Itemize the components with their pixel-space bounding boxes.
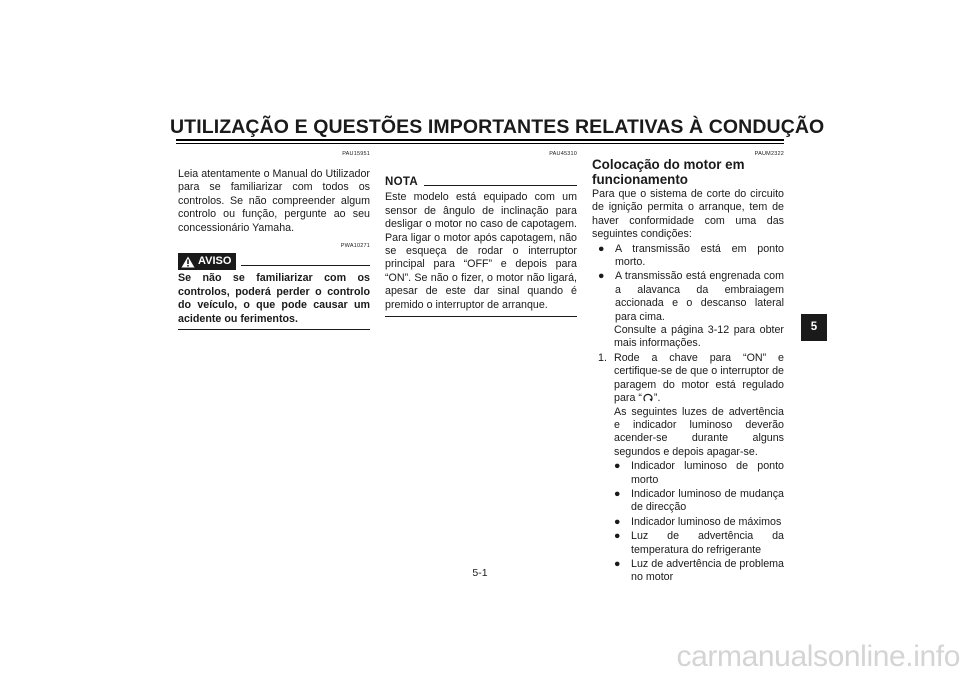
bullet-icon: ● xyxy=(614,460,621,473)
condition-item: ● A transmissão está em ponto morto. xyxy=(598,242,784,269)
warning-end-rule xyxy=(178,329,370,330)
watermark: carmanualsonline.info xyxy=(676,640,960,673)
bullet-icon: ● xyxy=(598,242,605,255)
warning-rule xyxy=(241,265,370,266)
intro-paragraph: Leia atentamente o Manual do Utilizador para se familiarizar com todos os controlos. Se não compreender algum controlo ou função, pergunte ao seu concessionário Yamaha. xyxy=(178,168,370,234)
note-header xyxy=(385,176,577,189)
warning-text: Se não se familiarizar com os controlos, poderá perder o controlo do veículo, o que pode causar um acidente ou ferimentos. xyxy=(178,272,370,325)
note-label: NOTA xyxy=(385,176,418,188)
title-rule-thick xyxy=(176,139,784,141)
bullet-icon: ● xyxy=(598,270,605,283)
warning-label: AVISO xyxy=(198,254,232,267)
reference-code: PAU45310 xyxy=(549,151,577,157)
page-title: UTILIZAÇÃO E QUESTÕES IMPORTANTES RELATIVAS À CONDUÇÃO xyxy=(170,116,825,138)
bullet-icon: ● xyxy=(614,487,621,500)
step-number: 1. xyxy=(598,351,607,364)
note-end-rule xyxy=(385,316,577,317)
reference-code: PAU15951 xyxy=(342,151,370,157)
engine-run-symbol-icon xyxy=(643,392,653,402)
light-item: ● Indicador luminoso de mudança de direcção xyxy=(614,487,784,514)
light-item: ● Luz de advertência da temperatura do refrigerante xyxy=(614,530,784,556)
reference-code: PWA10271 xyxy=(340,243,370,250)
section-intro: Para que o sistema de corte do circuito de ignição permita o arranque, tem de haver conformidade com uma das seguintes condições: xyxy=(592,188,784,241)
reference-code: PAUM2322 xyxy=(754,151,784,157)
step-item: 1. Rode a chave para “ON” e certifique-se de que o interruptor de paragem do motor está regulado para “ ”. xyxy=(598,351,784,405)
bullet-icon: ● xyxy=(614,515,621,528)
note-rule xyxy=(424,185,577,186)
bullet-icon: ● xyxy=(614,557,621,570)
step-note: As seguintes luzes de advertência e indicador luminoso deverão acender-se durante alguns segundos e depois apagar-se. xyxy=(614,405,784,458)
note-text: Este modelo está equipado com um sensor de ângulo de inclinação para desligar o motor no caso de capotagem. Para ligar o motor após capotagem, não se esqueça de rodar o interruptor principal para “OFF” e depois para “ON”. Se não o fizer, o motor não ligará, apesar de este dar sinal quando é premido o interruptor de arranque. xyxy=(385,191,577,311)
warning-header xyxy=(178,253,370,270)
condition-item: ● A transmissão está engrenada com a alavanca da embraiagem accionada e o descanso lateral para cima. xyxy=(598,270,784,323)
page-number: 5-1 xyxy=(472,567,488,579)
light-item: ● Indicador luminoso de máximos xyxy=(614,515,782,528)
column-intro xyxy=(178,150,370,330)
title-rule-thin xyxy=(176,143,784,144)
column-engine-start xyxy=(592,150,784,585)
condition-note: Consulte a página 3-12 para obter mais informações. xyxy=(614,324,784,350)
section-heading: Colocação do motor em funcionamento xyxy=(592,157,745,187)
column-note xyxy=(385,150,577,317)
warning-badge xyxy=(178,253,236,270)
light-item: ● Luz de advertência de problema no motor xyxy=(614,557,784,584)
light-item: ● Indicador luminoso de ponto morto xyxy=(614,460,784,486)
warning-triangle-icon xyxy=(181,256,195,268)
bullet-icon: ● xyxy=(614,530,621,543)
chapter-tab: 5 xyxy=(801,314,827,341)
